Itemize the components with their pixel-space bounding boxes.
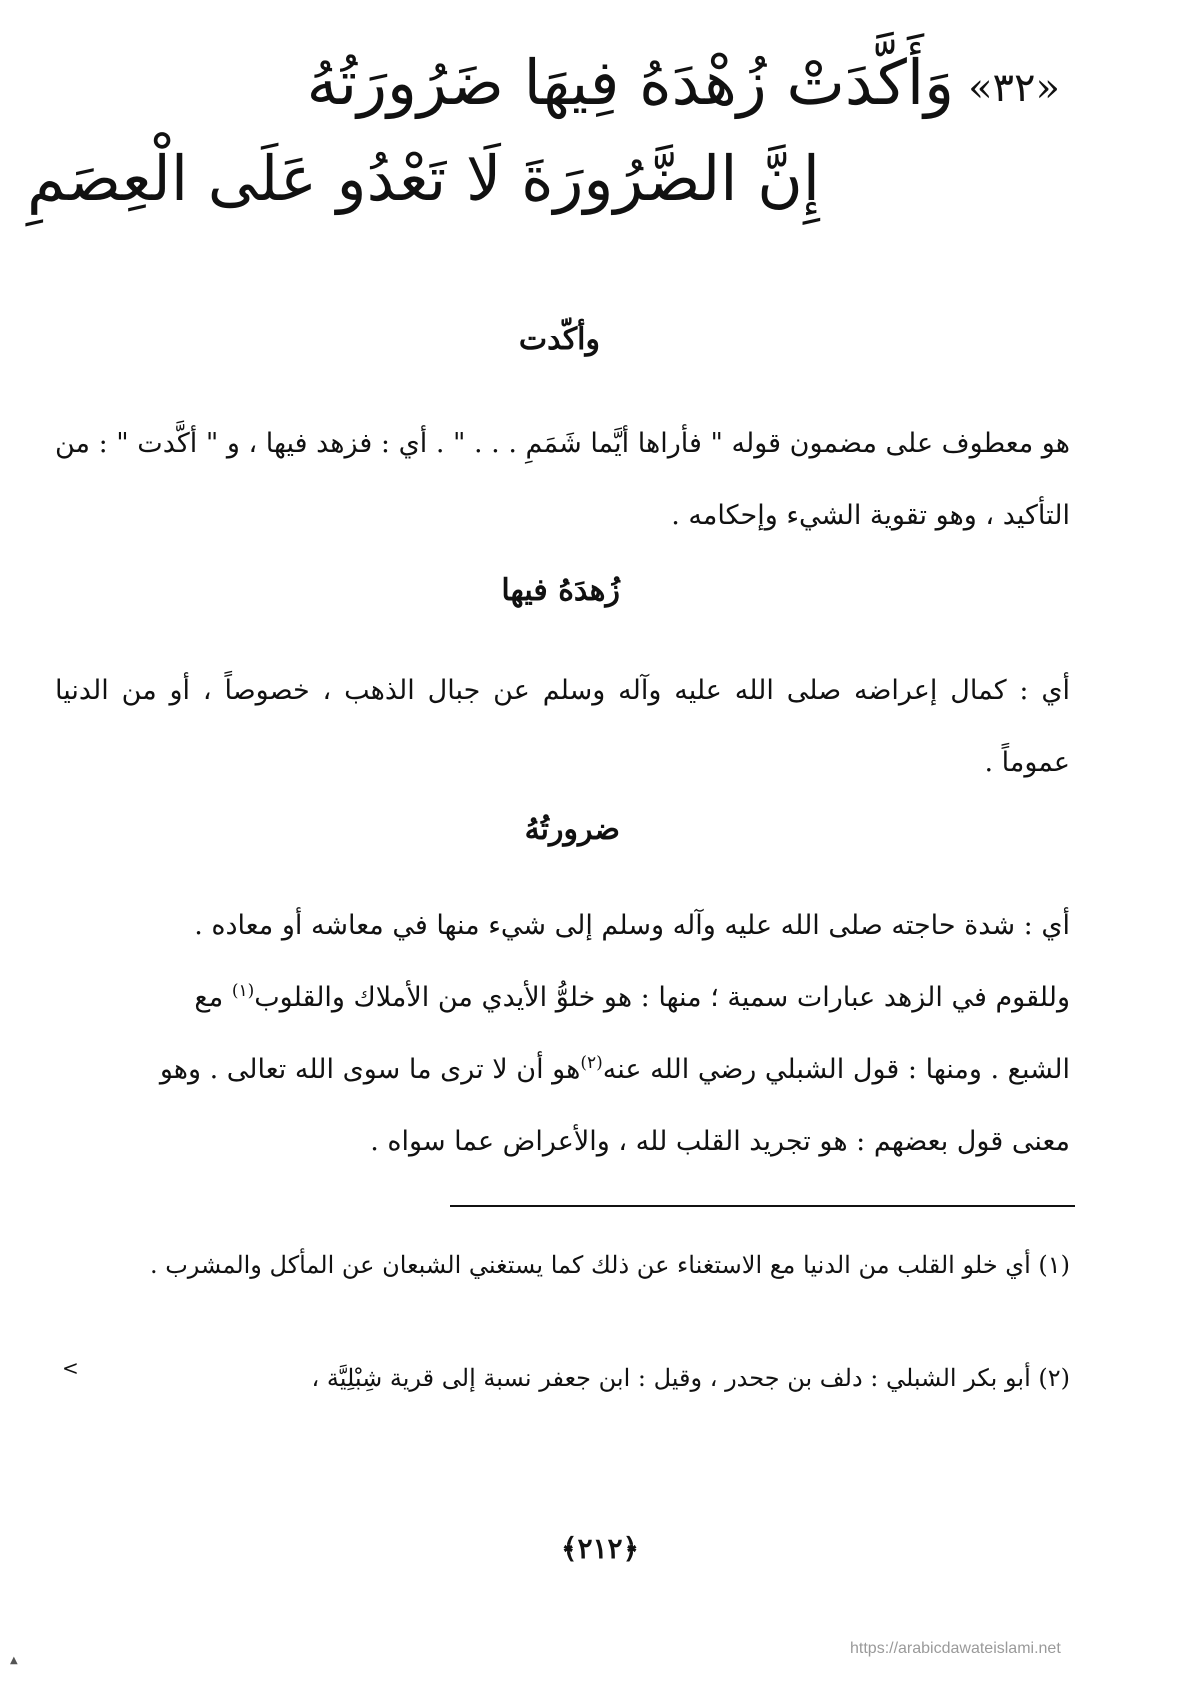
body-3-line-2-text: وللقوم في الزهد عبارات سمية ؛ منها : هو خلوُّ الأيدي من الأملاك والقلوب (254, 982, 1070, 1013)
footnote-1: (١) أي خلو القلب من الدنيا مع الاستغناء عن ذلك كما يستغني الشبعان عن المأكل والمشرب . (149, 1251, 1070, 1279)
section-body-3 (55, 890, 1070, 1178)
body-3-line-4: معنى قول بعضهم : هو تجريد القلب لله ، والأعراض عما سواه . (370, 1126, 1070, 1157)
section-heading-2: زُهدَهُ فيها (501, 573, 620, 608)
footnote-ref-1: (١) (231, 981, 255, 1001)
verse-line-1 (306, 46, 1060, 119)
verse-line-1-text: وَأَكَّدَتْ زُهْدَهُ فِيهَا ضَرُورَتُهُ (306, 46, 955, 119)
page-number: ﴿٢١٢﴾ (561, 1532, 639, 1565)
verse-line-2: إِنَّ الضَّرُورَةَ لَا تَعْدُو عَلَى الْعِصَمِ (26, 142, 820, 215)
section-body-1: هو معطوف على مضمون قوله " فأراها أيَّما شَمَمِ . . . " . أي : فزهد فيها ، و " أكَّدت " : من التأكيد ، وهو تقوية الشيء وإحكامه . (55, 428, 1070, 531)
verse-number: «٣٢» (968, 64, 1060, 111)
body-3-line-3-tail: هو أن لا ترى ما سوى الله تعالى . وهو (159, 1054, 581, 1085)
body-3-line-1: أي : شدة حاجته صلى الله عليه وآله وسلم إلى شيء منها في معاشه أو معاده . (194, 910, 1070, 941)
body-3-line-2 (55, 962, 1070, 1034)
section-heading-3: ضرورتُهُ (524, 812, 620, 847)
body-3-line-3-text: الشبع . ومنها : قول الشبلي رضي الله عنه (602, 1054, 1070, 1085)
footnote-2: (٢) أبو بكر الشبلي : دلف بن جحدر ، وقيل : ابن جعفر نسبة إلى قرية شِبْلِيَّة ، (311, 1364, 1070, 1392)
footnote-divider (450, 1205, 1075, 1207)
body-3-line-3 (55, 1034, 1070, 1106)
footnote-ref-2: (٢) (580, 1053, 603, 1073)
section-body-2: أي : كمال إعراضه صلى الله عليه وآله وسلم عن جبال الذهب ، خصوصاً ، أو من الدنيا عموماً . (55, 675, 1070, 778)
continue-arrow-icon: > (62, 1356, 79, 1380)
body-3-line-2-tail: مع (194, 982, 224, 1013)
scan-mark-icon: ▲ (10, 1655, 18, 1666)
watermark-url: https://arabicdawateislami.net (850, 1640, 1061, 1657)
section-heading-1: وأكّدت (518, 322, 600, 357)
